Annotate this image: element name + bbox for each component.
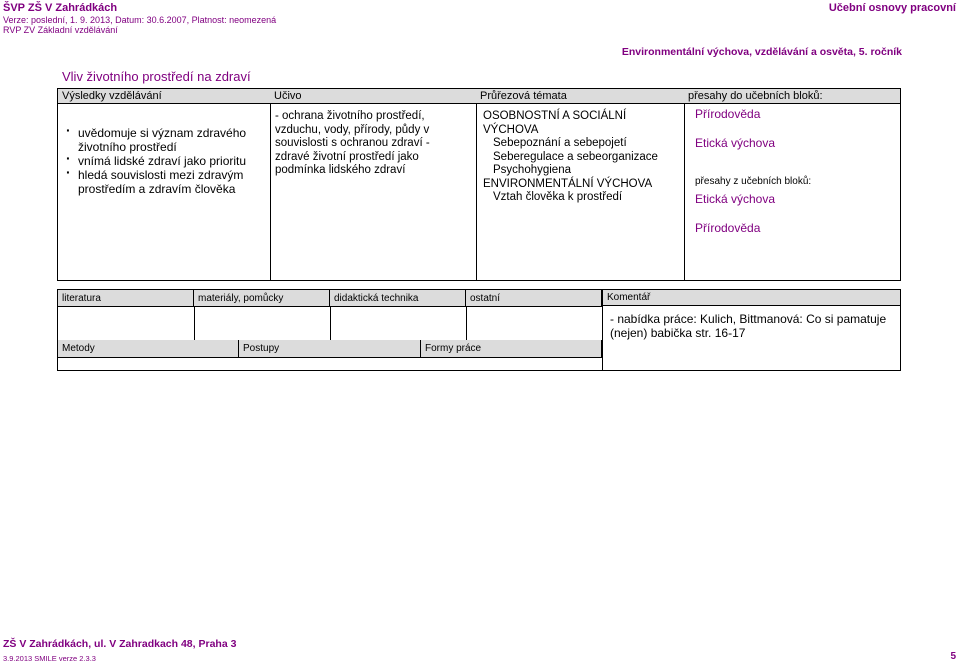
header-themes: Průřezová témata [480,90,567,102]
overlaps-from-label: přesahy z učebních bloků: [695,176,812,187]
school-name: ŠVP ZŠ V Zahrádkách [3,2,118,14]
comment-label: Komentář [603,290,900,306]
lower-table [57,289,901,371]
header-overlaps: přesahy do učebních bloků: [688,90,823,102]
section-title: Vliv životního prostředí na zdraví [62,69,251,84]
page-number: 5 [950,651,956,662]
procedures-label: Postupy [239,340,421,357]
other-label: ostatní [466,290,602,306]
subject-line: Environmentální výchova, vzdělávání a osvěta, 5. ročník [621,46,902,58]
version-line: Verze: poslední, 1. 9. 2013, Datum: 30.6.2007, Platnost: neomezená [3,15,277,25]
outcomes-list [64,126,254,196]
outcome-item: · uvědomuje si význam zdravého životního prostředí [64,126,254,154]
theme-item: ENVIRONMENTÁLNÍ VÝCHOVA [483,177,653,190]
rvp-line: RVP ZV Základní vzdělávání [3,25,118,35]
resources-header-row [58,290,602,307]
methods-label: Metody [58,340,239,357]
document-type: Učební osnovy pracovní [828,2,956,14]
outcome-item: · vnímá lidské zdraví jako prioritu [64,154,254,168]
theme-item: OSOBNOSTNÍ A SOCIÁLNÍ VÝCHOVA [483,110,627,136]
comment-text: - nabídka práce: Kulich, Bittmanová: Co si pamatuje (nejen) babička str. 16-17 [610,312,887,340]
theme-subitem: Psychohygiena [493,164,571,176]
overlap-from-item: Etická výchova [695,192,776,206]
overlap-from-item: Přírodověda [695,221,761,235]
theme-subitem: Seberegulace a sebeorganizace [493,150,658,163]
theme-subitem: Vztah člověka k prostředí [493,191,623,203]
table-header-row [57,88,901,104]
themes-list [483,110,673,205]
header-outcomes: Výsledky vzdělávání [62,90,162,102]
table-body [57,103,901,281]
resources-value-row [58,306,602,341]
footer-address: ZŠ V Zahrádkách, ul. V Zahradkach 48, Praha 3 [3,638,237,650]
header-content: Učivo [274,90,302,102]
literature-label: literatura [58,290,194,306]
theme-subitem: Sebepoznání a sebepojetí [493,137,627,149]
overlap-to-item: Přírodověda [695,107,761,121]
content-text: - ochrana životního prostředí, vzduchu, vody, přírody, půdy v souvislosti s ochranou zdraví - zdravé životní prostředí jako podmínka lidského zdraví [275,110,430,176]
overlap-to-item: Etická výchova [695,136,776,150]
footer-software: 3.9.2013 SMILE verze 2.3.3 [3,654,96,663]
outcome-item: · hledá souvislosti mezi zdravým prostředím a zdravím člověka [64,168,254,196]
materials-label: materiály, pomůcky [194,290,330,306]
methods-header-row [58,340,602,358]
didactic-tech-label: didaktická technika [330,290,466,306]
forms-label: Formy práce [421,340,602,357]
